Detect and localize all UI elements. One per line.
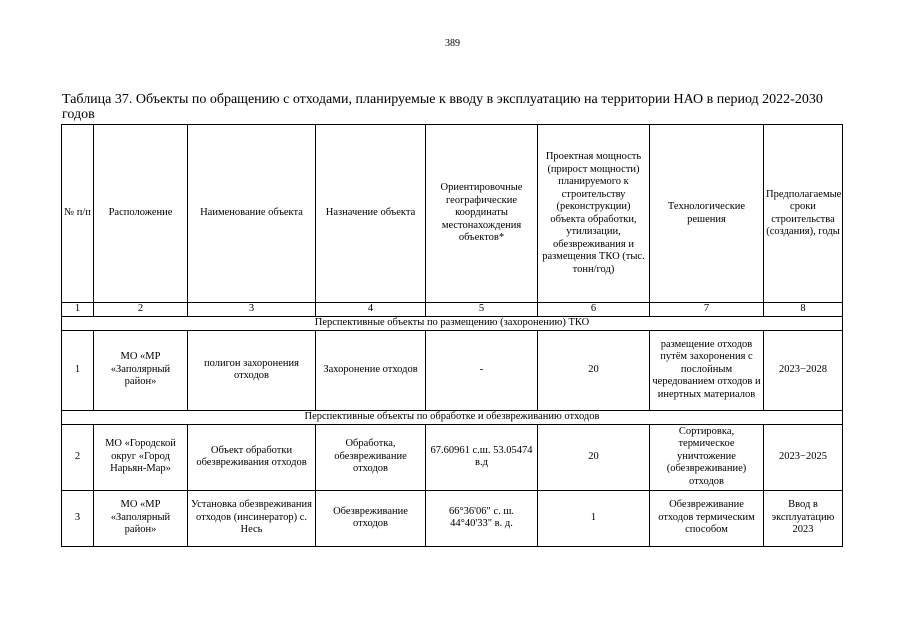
table-cell: Обработка, обезвреживание отходов	[316, 424, 426, 490]
table-cell: -	[426, 330, 538, 410]
table-row	[62, 330, 843, 410]
column-number: 7	[650, 303, 764, 317]
table-cell: МО «МР «Заполярный район»	[94, 330, 188, 410]
table-cell: Захоронение отходов	[316, 330, 426, 410]
table-header-row	[62, 125, 843, 303]
table-cell: Сортировка, термическое уничтожение (обезвреживание) отходов	[650, 424, 764, 490]
section-row	[62, 410, 843, 424]
table-cell: 1	[62, 330, 94, 410]
page-number: 389	[445, 38, 460, 49]
column-number: 5	[426, 303, 538, 317]
column-number: 4	[316, 303, 426, 317]
column-number-row	[62, 303, 843, 317]
table-row	[62, 424, 843, 490]
table-row	[62, 490, 843, 546]
table-caption: Таблица 37. Объекты по обращению с отходами, планируемые к вводу в эксплуатацию на территории НАО в период 2022-2030 годов	[62, 92, 823, 122]
table-cell: Установка обезвреживания отходов (инсинератор) с. Несь	[188, 490, 316, 546]
section-title: Перспективные объекты по размещению (захоронению) ТКО	[62, 316, 843, 330]
column-number: 3	[188, 303, 316, 317]
table-cell: 20	[538, 330, 650, 410]
header-cell: Расположение	[94, 125, 188, 303]
table-cell: 2023−2025	[764, 424, 843, 490]
table-cell: Объект обработки обезвреживания отходов	[188, 424, 316, 490]
table-cell: 2	[62, 424, 94, 490]
header-cell: Проектная мощность (прирост мощности) планируемого к строительству (реконструкции) объекта обработки, утилизации, обезвреживания и размещения ТКО (тыс. тонн/год)	[538, 125, 650, 303]
waste-facilities-table	[61, 124, 843, 547]
table-cell: 3	[62, 490, 94, 546]
table-cell: МО «МР «Заполярный район»	[94, 490, 188, 546]
table-cell: 20	[538, 424, 650, 490]
table-cell: Обезвреживание отходов термическим способом	[650, 490, 764, 546]
header-cell: Назначение объекта	[316, 125, 426, 303]
table-cell: 1	[538, 490, 650, 546]
section-title: Перспективные объекты по обработке и обезвреживанию отходов	[62, 410, 843, 424]
column-number: 1	[62, 303, 94, 317]
header-cell: Ориентировочные географические координаты местонахождения объектов*	[426, 125, 538, 303]
table-cell: 67.60961 с.ш. 53.05474 в.д	[426, 424, 538, 490]
header-cell: № п/п	[62, 125, 94, 303]
table-cell: 66°36'06" с. ш. 44°40'33" в. д.	[426, 490, 538, 546]
table-cell: полигон захоронения отходов	[188, 330, 316, 410]
table-cell: 2023−2028	[764, 330, 843, 410]
column-number: 2	[94, 303, 188, 317]
section-row	[62, 316, 843, 330]
header-cell: Предполагаемые сроки строительства (создания), годы	[764, 125, 843, 303]
table-cell: размещение отходов путём захоронения с послойным чередованием отходов и инертных материалов	[650, 330, 764, 410]
table-cell: Обезвреживание отходов	[316, 490, 426, 546]
header-cell: Наименование объекта	[188, 125, 316, 303]
column-number: 8	[764, 303, 843, 317]
table-cell: МО «Городской округ «Город Нарьян-Мар»	[94, 424, 188, 490]
table-cell: Ввод в эксплуатацию 2023	[764, 490, 843, 546]
header-cell: Технологические решения	[650, 125, 764, 303]
column-number: 6	[538, 303, 650, 317]
